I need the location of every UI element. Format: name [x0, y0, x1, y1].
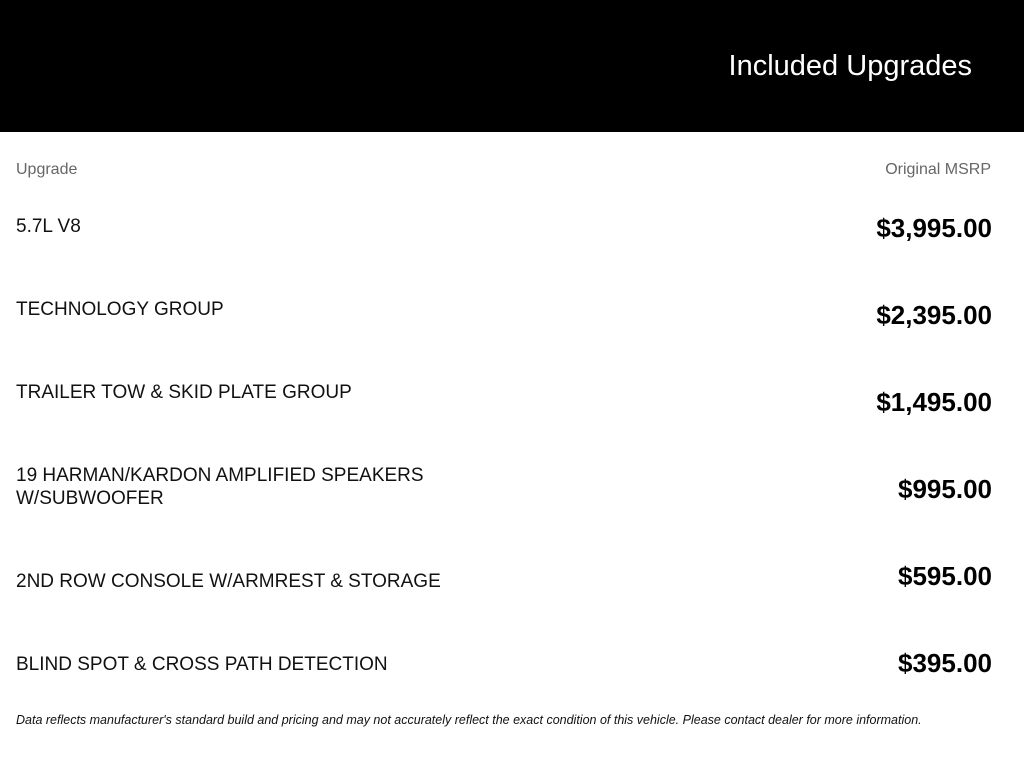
page-title: Included Upgrades	[728, 50, 972, 82]
upgrade-price: $595.00	[898, 561, 992, 591]
upgrade-name: TRAILER TOW & SKID PLATE GROUP	[16, 382, 352, 403]
upgrade-price: $395.00	[898, 648, 992, 678]
upgrade-name: 2ND ROW CONSOLE W/ARMREST & STORAGE	[16, 571, 441, 592]
column-header-msrp: Original MSRP	[885, 161, 991, 178]
upgrade-name: BLIND SPOT & CROSS PATH DETECTION	[16, 654, 388, 675]
upgrade-name: 19 HARMAN/KARDON AMPLIFIED SPEAKERS W/SUBWOOFER	[16, 465, 424, 509]
upgrade-price: $995.00	[898, 474, 992, 504]
disclaimer-text: Data reflects manufacturer's standard build and pricing and may not accurately reflect the exact condition of this vehicle. Please contact dealer for more information.	[16, 713, 922, 727]
upgrade-price: $3,995.00	[876, 213, 992, 243]
column-header-upgrade: Upgrade	[16, 161, 78, 178]
header-bar	[0, 0, 1024, 132]
upgrade-price: $1,495.00	[876, 387, 992, 417]
upgrade-name: TECHNOLOGY GROUP	[16, 299, 224, 320]
upgrade-name: 5.7L V8	[16, 216, 81, 237]
upgrade-price: $2,395.00	[876, 300, 992, 330]
